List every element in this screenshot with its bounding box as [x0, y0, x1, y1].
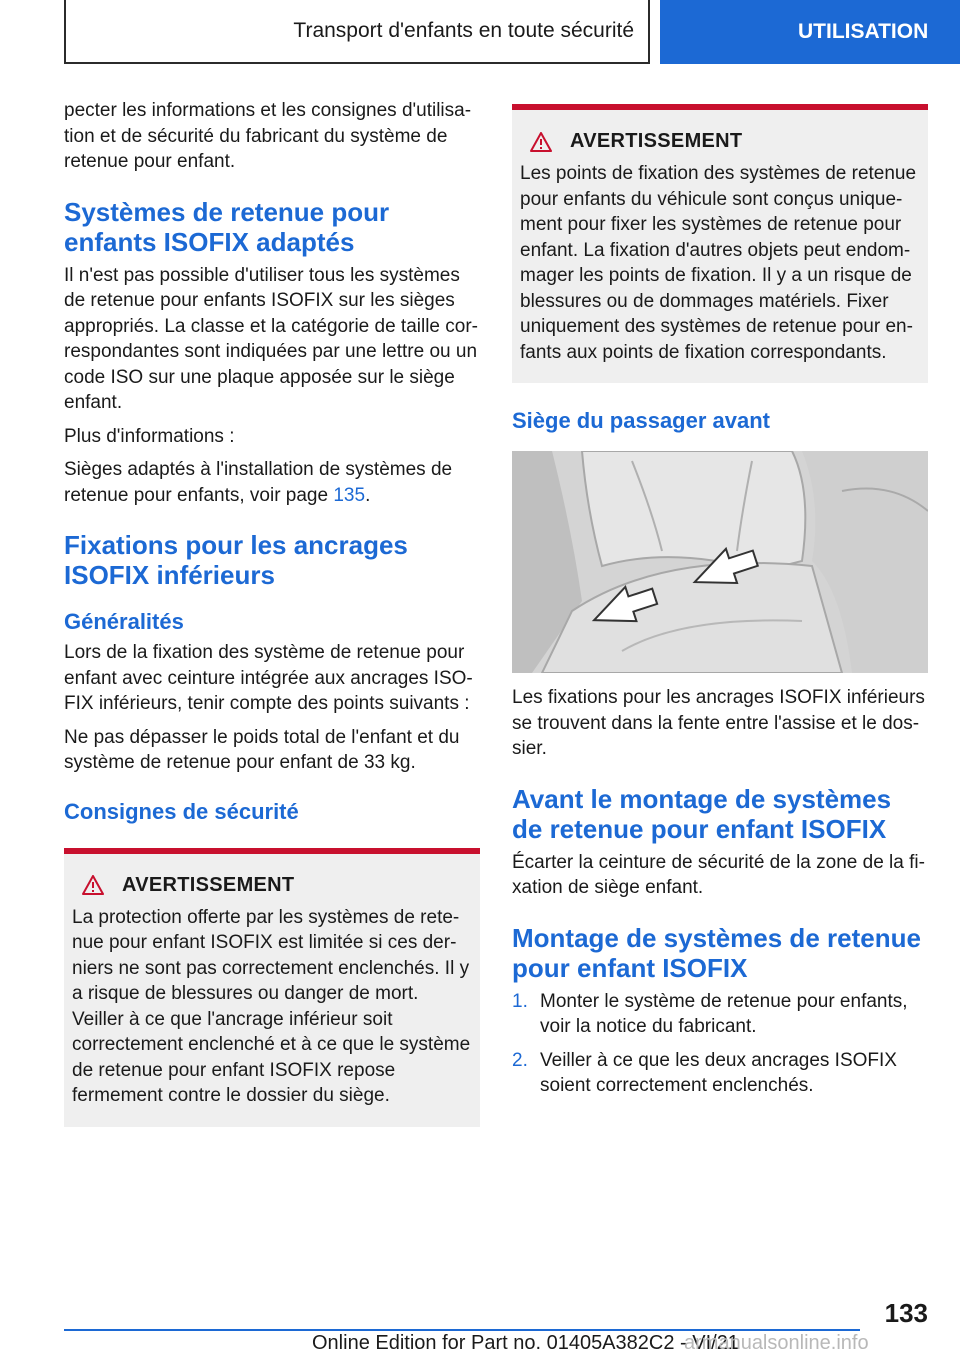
generalites-paragraph: Lors de la fixation des système de retenue pour enfant avec ceinture intégrée aux ancrages ISO-FIX inférieurs, tenir compte des points suivants :	[64, 642, 473, 714]
figure-caption: Les fixations pour les ancrages ISOFIX inférieurs se trouvent dans la fente entre l'assise et le dos-sier.	[512, 687, 925, 759]
warning-triangle-icon	[82, 875, 104, 895]
chapter-title: UTILISATION	[798, 20, 929, 43]
step-number: 1.	[512, 990, 528, 1012]
heading-isofix-systems: Systèmes de retenue pour enfants ISOFIX adaptés	[64, 196, 390, 257]
reference-paragraph	[64, 457, 480, 508]
header-chapter-tab	[660, 0, 960, 64]
header-section-title	[64, 0, 650, 64]
seat-image	[512, 451, 928, 673]
intro-paragraph: pecter les informations et les consignes d'utilisa-tion et de sécurité du fabricant du système de retenue pour enfant.	[64, 100, 472, 172]
heading-consignes: Consignes de sécurité	[64, 798, 299, 824]
warning-box-left	[64, 848, 480, 1127]
right-column	[512, 104, 928, 1107]
step-text: Veiller à ce que les deux ancrages ISOFIX soient correctement enclenchés.	[540, 1049, 897, 1096]
reference-end: .	[365, 484, 371, 506]
warning-title	[530, 130, 920, 153]
footer-divider	[64, 1329, 860, 1331]
left-column	[64, 98, 480, 1127]
section-title: Transport d'enfants en toute sécurité	[293, 19, 634, 42]
reference-text: Sièges adaptés à l'installation de systèmes de retenue pour enfants, voir page	[64, 459, 453, 506]
warning-text: La protection offerte par les systèmes de rete-nue pour enfant ISOFIX est limitée si ces der-niers ne sont pas correctement enclenchés. Il y a risque de blessures ou danger de mort. Veiller à ce que l'ancrage inférieur soit correctement enclenché et à ce que le système de retenue pour enfant ISOFIX repose fermement contre le dossier du siège.	[72, 906, 471, 1106]
edition-text: Online Edition for Part no. 01405A382C2 - VI/21	[312, 1332, 739, 1354]
page-number: 133	[884, 1298, 928, 1328]
warning-title	[82, 874, 472, 897]
warning-title-text: AVERTISSEMENT	[570, 130, 743, 152]
warning-box-right	[512, 104, 928, 383]
warning-text: Les points de fixation des systèmes de retenue pour enfants du véhicule sont conçus unique-ment pour fixer les systèmes de retenue pour enfant. La fixation d'autres objets peut endom-mager les points de fixation. Il y a un risque de blessures ou de dommages matériels. Fixer uniquement des systèmes de retenue pour en-fants aux points de fixation correspondants.	[520, 163, 917, 363]
seat-illustration	[512, 451, 928, 673]
heading-passager: Siège du passager avant	[512, 408, 770, 433]
avant-paragraph: Écarter la ceinture de sécurité de la zone de la fi-xation de siège enfant.	[512, 851, 925, 898]
more-info-label: Plus d'informations :	[64, 425, 235, 447]
warning-title-text: AVERTISSEMENT	[122, 873, 295, 896]
list-item	[512, 989, 928, 1040]
heading-montage: Montage de systèmes de retenue pour enfant ISOFIX	[512, 922, 921, 983]
step-text: Monter le système de retenue pour enfants, voir la notice du fabricant.	[540, 990, 908, 1037]
heading-generalites: Généralités	[64, 609, 184, 634]
heading-avant-montage: Avant le montage de systèmes de retenue pour enfant ISOFIX	[512, 783, 892, 844]
step-number: 2.	[512, 1049, 528, 1071]
steps-list	[512, 989, 928, 1099]
warning-triangle-icon	[530, 132, 552, 152]
page-link[interactable]: 135	[333, 484, 366, 506]
heading-fixations: Fixations pour les ancrages ISOFIX inférieurs	[64, 530, 408, 590]
watermark: armanualsonline.info	[684, 1332, 869, 1354]
isofix-paragraph: Il n'est pas possible d'utiliser tous les systèmes de retenue pour enfants ISOFIX sur les sièges appropriés. La classe et la catégorie de taille cor-respondantes sont indiquées par une lettre ou un code ISO sur une plaque apposée sur le siège enfant.	[64, 264, 479, 413]
list-item	[512, 1048, 928, 1099]
weight-paragraph: Ne pas dépasser le poids total de l'enfant et du système de retenue pour enfant de 33 kg.	[64, 726, 460, 773]
